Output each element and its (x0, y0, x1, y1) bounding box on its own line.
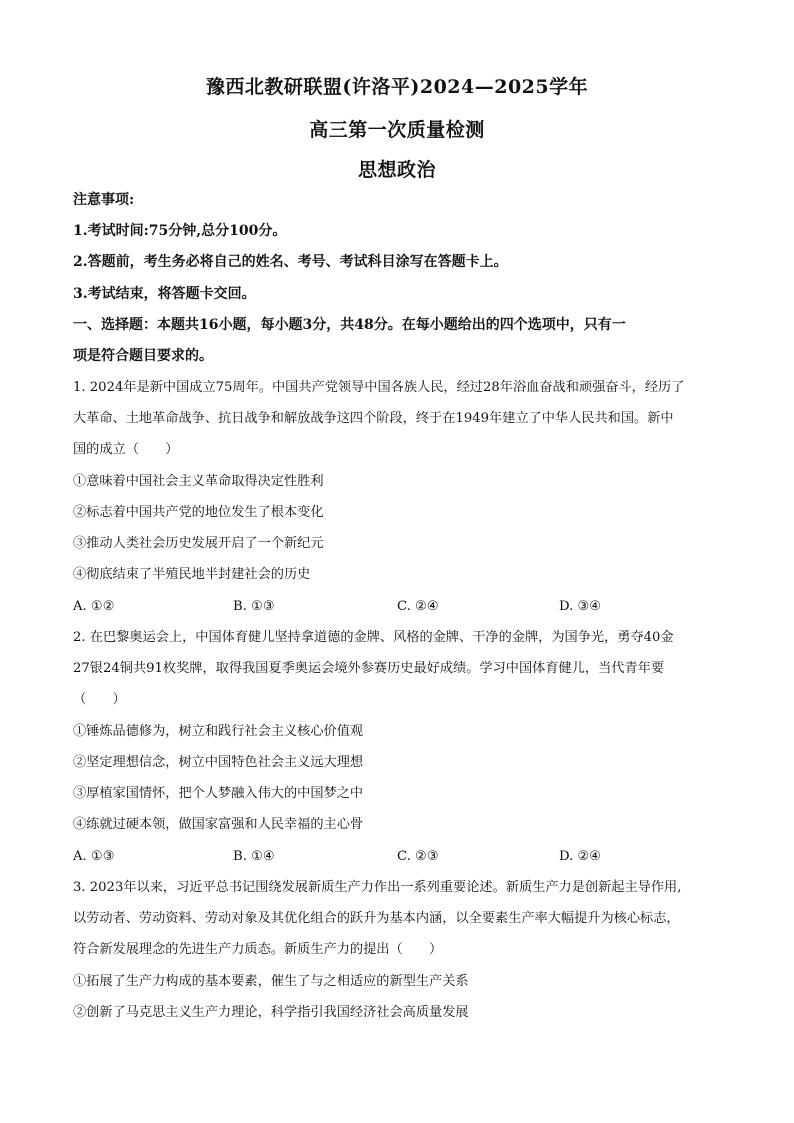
q2-stem-line-3: （ ） (73, 692, 126, 707)
q2-option-c[interactable]: C. ②③ (397, 849, 439, 864)
exam-title: 豫西北教研联盟(许洛平)2024—2025学年 (205, 76, 589, 98)
q1-stem-line-2: 大革命、土地革命战争、抗日战争和解放战争这四个阶段，终于在1949年建立了中华人民共和国。新中 (73, 411, 674, 426)
q2-statement-3: ③厚植家国情怀，把个人梦融入伟大的中国梦之中 (73, 786, 364, 801)
q1-option-d[interactable]: D. ③④ (559, 599, 602, 614)
q1-option-c[interactable]: C. ②④ (397, 599, 439, 614)
notice-heading: 注意事项: (73, 192, 135, 208)
q1-statement-1: ①意味着中国社会主义革命取得决定性胜利 (73, 474, 324, 489)
section-instruction-line-2: 项是符合题目要求的。 (73, 348, 213, 364)
q1-statement-4: ④彻底结束了半殖民地半封建社会的历史 (73, 567, 311, 582)
q3-statement-2: ②创新了马克思主义生产力理论，科学指引我国经济社会高质量发展 (73, 1005, 469, 1020)
q3-statement-1: ①拓展了生产力构成的基本要素，催生了与之相适应的新型生产关系 (73, 974, 469, 989)
notice-item-1: 1.考试时间:75分钟,总分100分。 (73, 223, 287, 239)
q1-statement-3: ③推动人类社会历史发展开启了一个新纪元 (73, 536, 324, 551)
exam-subject: 思想政治 (357, 159, 436, 181)
q1-stem-line-3: 国的成立（ ） (73, 442, 179, 457)
q3-stem-line-3: 符合新发展理念的先进生产力质态。新质生产力的提出（ ） (73, 942, 443, 957)
q2-statement-2: ②坚定理想信念，树立中国特色社会主义远大理想 (73, 755, 364, 770)
q1-option-b[interactable]: B. ①③ (233, 599, 275, 614)
q1-stem-line-1: 1. 2024年是新中国成立75周年。中国共产党领导中国各族人民，经过28年浴血奋战和顽强奋斗，经历了 (73, 380, 685, 395)
q2-statement-1: ①锤炼品德修为，树立和践行社会主义核心价值观 (73, 724, 364, 739)
q2-stem-line-1: 2. 在巴黎奥运会上，中国体育健儿坚持拿道德的金牌、风格的金牌、干净的金牌，为国争光，勇夺40金 (73, 630, 674, 645)
q3-stem-line-2: 以劳动者、劳动资料、劳动对象及其优化组合的跃升为基本内涵，以全要素生产率大幅提升为核心标志， (73, 911, 680, 926)
q2-stem-line-2: 27银24铜共91枚奖牌，取得我国夏季奥运会境外参赛历史最好成绩。学习中国体育健儿，当代青年要 (73, 661, 665, 676)
section-instruction-line-1: 一、选择题：本题共16小题，每小题3分，共48分。在每小题给出的四个选项中，只有一 (73, 317, 626, 333)
q2-statement-4: ④练就过硬本领，做国家富强和人民幸福的主心骨 (73, 817, 364, 832)
q3-stem-line-1: 3. 2023年以来，习近平总书记围绕发展新质生产力作出一系列重要论述。新质生产力是创新起主导作用, (73, 880, 682, 895)
q1-statement-2: ②标志着中国共产党的地位发生了根本变化 (73, 505, 324, 520)
q2-option-b[interactable]: B. ①④ (233, 849, 275, 864)
q2-option-d[interactable]: D. ②④ (559, 849, 602, 864)
q2-option-a[interactable]: A. ①③ (73, 849, 115, 864)
notice-item-2: 2.答题前，考生务必将自己的姓名、考号、考试科目涂写在答题卡上。 (73, 254, 508, 270)
exam-subtitle: 高三第一次质量检测 (309, 119, 485, 141)
q1-option-a[interactable]: A. ①② (73, 599, 115, 614)
notice-item-3: 3.考试结束，将答题卡交回。 (73, 286, 256, 302)
